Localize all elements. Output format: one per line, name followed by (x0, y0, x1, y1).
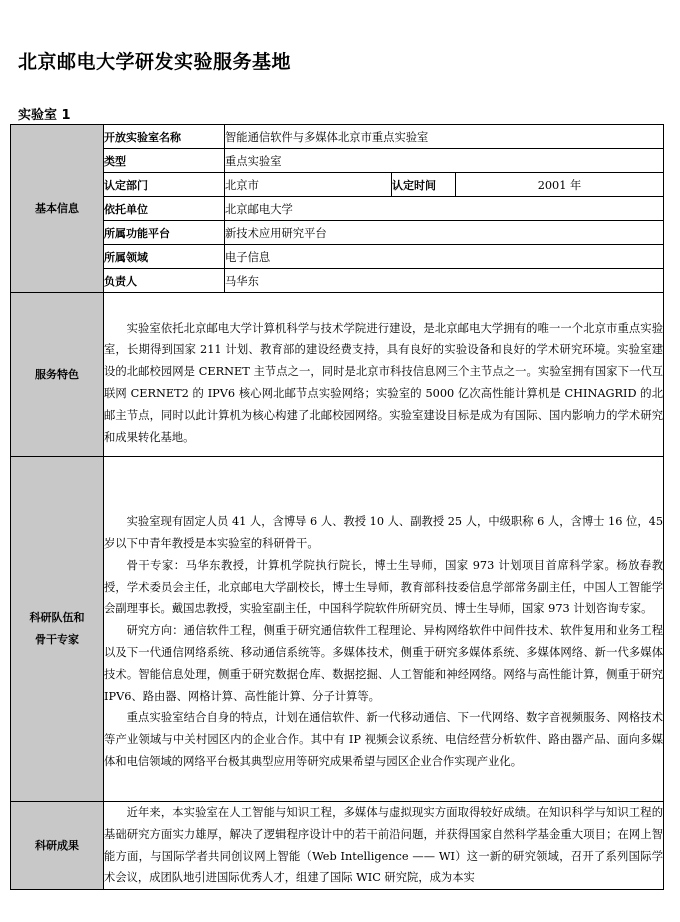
row-label: 开放实验室名称 (104, 125, 225, 149)
lab-info-table (10, 124, 664, 890)
section-label-service: 服务特色 (11, 293, 104, 457)
section-label-line: 骨干专家 (35, 633, 79, 646)
row-value: 重点实验室 (225, 149, 664, 173)
table-row (11, 802, 664, 890)
paragraph: 近年来，本实验室在人工智能与知识工程，多媒体与虚拟现实方面取得较好成绩。在知识科学与知识工程的基础研究方面实力雄厚，解决了逻辑程序设计中的若干前沿问题，并获得国家自然科学基金重大项目；在网上智能方面，与国际学者共同创议网上智能（Web Intelligence —— WI）这一新的研究领域，召开了系列国际学术会议，成团队地引进国际优秀人才，组建了国际 WIC 研究院，成为本实 (104, 806, 664, 885)
table-row (11, 149, 664, 173)
row-value-recognition-time: 2001 年 (456, 173, 664, 197)
row-value: 智能通信软件与多媒体北京市重点实验室 (225, 125, 664, 149)
section-label-basic-info: 基本信息 (11, 125, 104, 293)
table-row (11, 245, 664, 269)
results-content (104, 802, 664, 890)
paragraph: 骨干专家：马华东教授，计算机学院执行院长，博士生导师，国家 973 计划项目首席科学家。杨放春教授，学术委员会主任，北京邮电大学副校长，博士生导师，教育部科技委信息学部常务副主任，中国人工智能学会副理事长。戴国忠教授，实验室副主任，中国科学院软件所研究员、博士生导师，国家 973 计划咨询专家。 (104, 558, 664, 616)
row-value: 马华东 (225, 269, 664, 293)
section-label-team (11, 457, 104, 802)
row-label: 认定部门 (104, 173, 225, 197)
row-label: 依托单位 (104, 197, 225, 221)
row-label: 负责人 (104, 269, 225, 293)
team-content (104, 457, 664, 802)
row-label: 所属领域 (104, 245, 225, 269)
table-row (11, 221, 664, 245)
table-row (11, 173, 664, 197)
paragraph: 实验室依托北京邮电大学计算机科学与技术学院进行建设，是北京邮电大学拥有的唯一一个北京市重点实验室，长期得到国家 211 计划、教育部的建设经费支持，具有良好的实验设备和良好的学术研究环境。实验室建设的北邮校园网是 CERNET 主节点之一，同时是北京市科技信息网三个主节点之一。实验室拥有国家下一代互联网 CERNET2 的 IPV6 核心网北邮节点实验网络；实验室的 5000 亿次高性能计算机是 CHINAGRID 的北邮主节点，同时以此计算机为核心构建了北邮校园网络。实验室建设目标是成为有国际、国内影响力的学术研究和成果转化基地。 (104, 321, 664, 444)
lab-heading: 实验室 1 (18, 108, 71, 123)
section-label-results: 科研成果 (11, 802, 104, 890)
row-value: 北京邮电大学 (225, 197, 664, 221)
table-row (11, 125, 664, 149)
table-row (11, 269, 664, 293)
row-label-recognition-time: 认定时间 (392, 173, 456, 197)
table-row (11, 293, 664, 457)
paragraph: 重点实验室结合自身的特点，计划在通信软件、新一代移动通信、下一代网络、数字音视频服务、网格技术等产业领域与中关村园区内的企业合作。其中有 IP 视频会议系统、电信经营分析软件、路由器产品、面向多媒体和电信领域的网络平台极其典型应用等研究成果希望与园区企业合作实现产业化。 (104, 711, 664, 768)
row-value: 北京市 (225, 173, 392, 197)
service-content (104, 293, 664, 457)
section-label-line: 科研队伍和 (29, 611, 85, 624)
paragraph: 实验室现有固定人员 41 人，含博导 6 人、教授 10 人、副教授 25 人，中级职称 6 人，含博士 16 位，45 岁以下中青年教授是本实验室的科研骨干。 (104, 515, 664, 551)
paragraph: 研究方向：通信软件工程，侧重于研究通信软件工程理论、异构网络软件中间件技术、软件复用和业务工程以及下一代通信网络系统、移动通信系统等。多媒体技术，侧重于研究多媒体系统、多媒体网络、新一代多媒体技术。智能信息处理，侧重于研究数据仓库、数据挖掘、人工智能和神经网络。网络与高性能计算，侧重于研究 IPV6、路由器、网格计算、高性能计算、分子计算等。 (104, 624, 664, 703)
table-row (11, 457, 664, 802)
row-label: 类型 (104, 149, 225, 173)
row-label: 所属功能平台 (104, 221, 225, 245)
table-row (11, 197, 664, 221)
row-value: 新技术应用研究平台 (225, 221, 664, 245)
page-title: 北京邮电大学研发实验服务基地 (18, 51, 292, 73)
row-value: 电子信息 (225, 245, 664, 269)
